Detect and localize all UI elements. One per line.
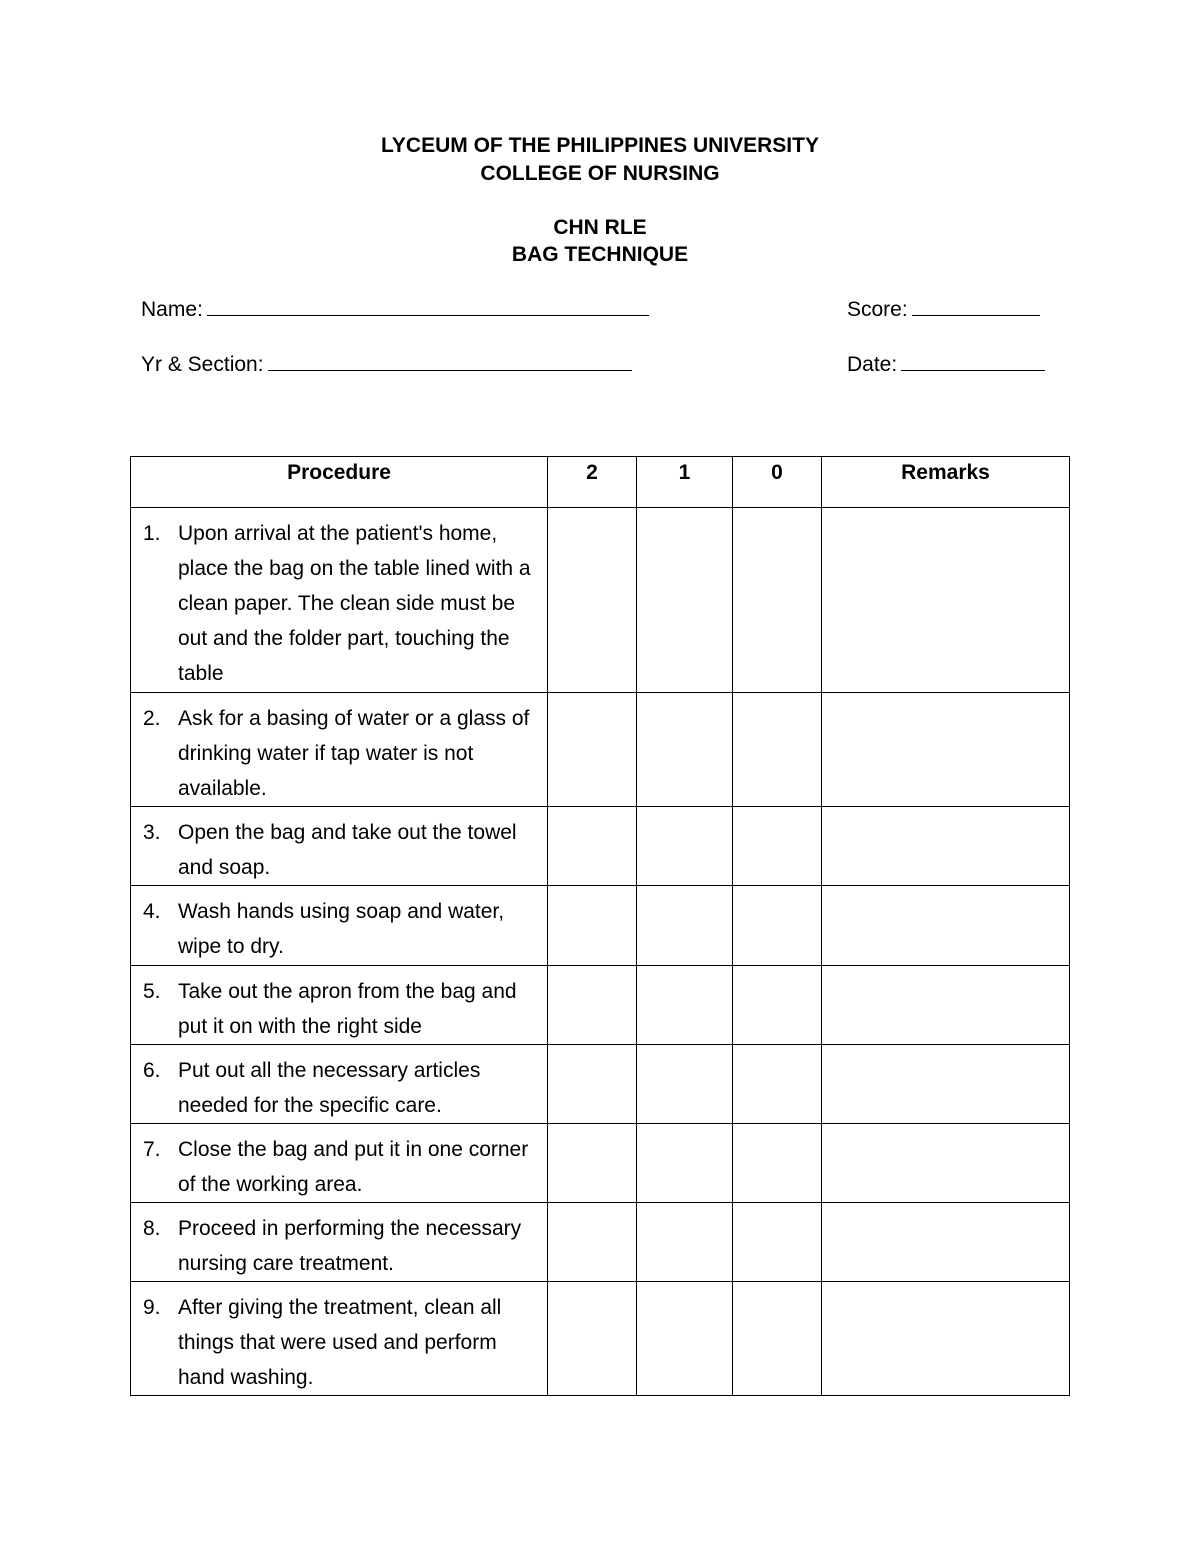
score-0-cell[interactable]: [733, 1282, 822, 1396]
table-row: [131, 1124, 1070, 1203]
score-1-cell[interactable]: [637, 966, 733, 1045]
college-title: COLLEGE OF NURSING: [480, 162, 720, 185]
step-text: Take out the apron from the bag and put it on with the right side: [178, 980, 517, 1038]
score-2-cell[interactable]: [548, 1203, 637, 1282]
score-1-cell[interactable]: [637, 1045, 733, 1124]
table-row: [131, 886, 1070, 966]
table-row: [131, 807, 1070, 886]
score-0-cell[interactable]: [733, 807, 822, 886]
remarks-cell[interactable]: [822, 508, 1070, 693]
score-1-cell[interactable]: [637, 1203, 733, 1282]
step-number: 5.: [143, 980, 161, 1003]
procedure-cell: [131, 508, 548, 693]
table-row: [131, 966, 1070, 1045]
name-label: Name:: [141, 298, 203, 321]
remarks-cell[interactable]: [822, 1124, 1070, 1203]
score-2-cell[interactable]: [548, 1045, 637, 1124]
score-0-cell[interactable]: [733, 1124, 822, 1203]
step-number: 6.: [143, 1059, 161, 1082]
section-field: [141, 350, 632, 379]
score-0-cell[interactable]: [733, 1045, 822, 1124]
score-2-cell[interactable]: [548, 886, 637, 966]
table-row: [131, 1045, 1070, 1124]
score-blank[interactable]: [912, 295, 1040, 316]
date-blank[interactable]: [901, 350, 1045, 371]
step-number: 8.: [143, 1217, 161, 1240]
table-row: [131, 1203, 1070, 1282]
step-text: After giving the treatment, clean all things that were used and perform hand washing.: [178, 1296, 502, 1389]
score-0-cell[interactable]: [733, 1203, 822, 1282]
score-field: [847, 295, 1040, 324]
score-2-cell[interactable]: [548, 807, 637, 886]
date-label: Date:: [847, 353, 898, 376]
table-row: [131, 508, 1070, 693]
step-text: Close the bag and put it in one corner of the working area.: [178, 1138, 529, 1196]
table-row: [131, 1282, 1070, 1396]
procedure-cell: [131, 886, 548, 966]
remarks-cell[interactable]: [822, 966, 1070, 1045]
name-field: [141, 295, 649, 324]
step-text: Upon arrival at the patient's home, place the bag on the table lined with a clean paper. The clean side must be out and the folder part, touching the table: [178, 522, 531, 685]
score-2-cell[interactable]: [548, 693, 637, 807]
score-2-cell[interactable]: [548, 1124, 637, 1203]
remarks-cell[interactable]: [822, 1045, 1070, 1124]
header-score-0: 0: [733, 457, 822, 508]
score-0-cell[interactable]: [733, 508, 822, 693]
score-1-cell[interactable]: [637, 886, 733, 966]
step-text: Put out all the necessary articles needed for the specific care.: [178, 1059, 481, 1117]
course-title: CHN RLE: [553, 216, 647, 239]
score-0-cell[interactable]: [733, 886, 822, 966]
procedure-cell: [131, 693, 548, 807]
step-number: 1.: [143, 522, 161, 545]
score-0-cell[interactable]: [733, 693, 822, 807]
score-1-cell[interactable]: [637, 1124, 733, 1203]
remarks-cell[interactable]: [822, 807, 1070, 886]
score-0-cell[interactable]: [733, 966, 822, 1045]
table-header-row: [131, 457, 1070, 508]
header-score-2: 2: [548, 457, 637, 508]
procedure-cell: [131, 1282, 548, 1396]
score-1-cell[interactable]: [637, 693, 733, 807]
remarks-cell[interactable]: [822, 1203, 1070, 1282]
document-title: BAG TECHNIQUE: [511, 243, 689, 266]
step-text: Open the bag and take out the towel and soap.: [178, 821, 517, 879]
score-1-cell[interactable]: [637, 1282, 733, 1396]
name-blank[interactable]: [207, 295, 649, 316]
section-label: Yr & Section:: [141, 353, 264, 376]
step-number: 7.: [143, 1138, 161, 1161]
procedure-cell: [131, 1203, 548, 1282]
remarks-cell[interactable]: [822, 886, 1070, 966]
rubric-table: [130, 456, 1070, 1396]
university-title: LYCEUM OF THE PHILIPPINES UNIVERSITY: [381, 134, 819, 157]
step-text: Proceed in performing the necessary nursing care treatment.: [178, 1217, 522, 1275]
remarks-cell[interactable]: [822, 693, 1070, 807]
procedure-cell: [131, 807, 548, 886]
header-score-1: 1: [637, 457, 733, 508]
score-label: Score:: [847, 298, 908, 321]
score-2-cell[interactable]: [548, 508, 637, 693]
procedure-cell: [131, 966, 548, 1045]
date-field: [847, 350, 1045, 379]
score-1-cell[interactable]: [637, 508, 733, 693]
remarks-cell[interactable]: [822, 1282, 1070, 1396]
step-number: 3.: [143, 821, 161, 844]
header-remarks: Remarks: [822, 457, 1070, 508]
step-number: 9.: [143, 1296, 161, 1319]
score-1-cell[interactable]: [637, 807, 733, 886]
step-number: 2.: [143, 707, 161, 730]
step-number: 4.: [143, 900, 161, 923]
procedure-cell: [131, 1045, 548, 1124]
section-blank[interactable]: [268, 350, 632, 371]
table-row: [131, 693, 1070, 807]
header-procedure: Procedure: [131, 457, 548, 508]
step-text: Ask for a basing of water or a glass of drinking water if tap water is not available.: [178, 707, 530, 800]
score-2-cell[interactable]: [548, 1282, 637, 1396]
procedure-cell: [131, 1124, 548, 1203]
score-2-cell[interactable]: [548, 966, 637, 1045]
step-text: Wash hands using soap and water, wipe to dry.: [178, 900, 505, 958]
